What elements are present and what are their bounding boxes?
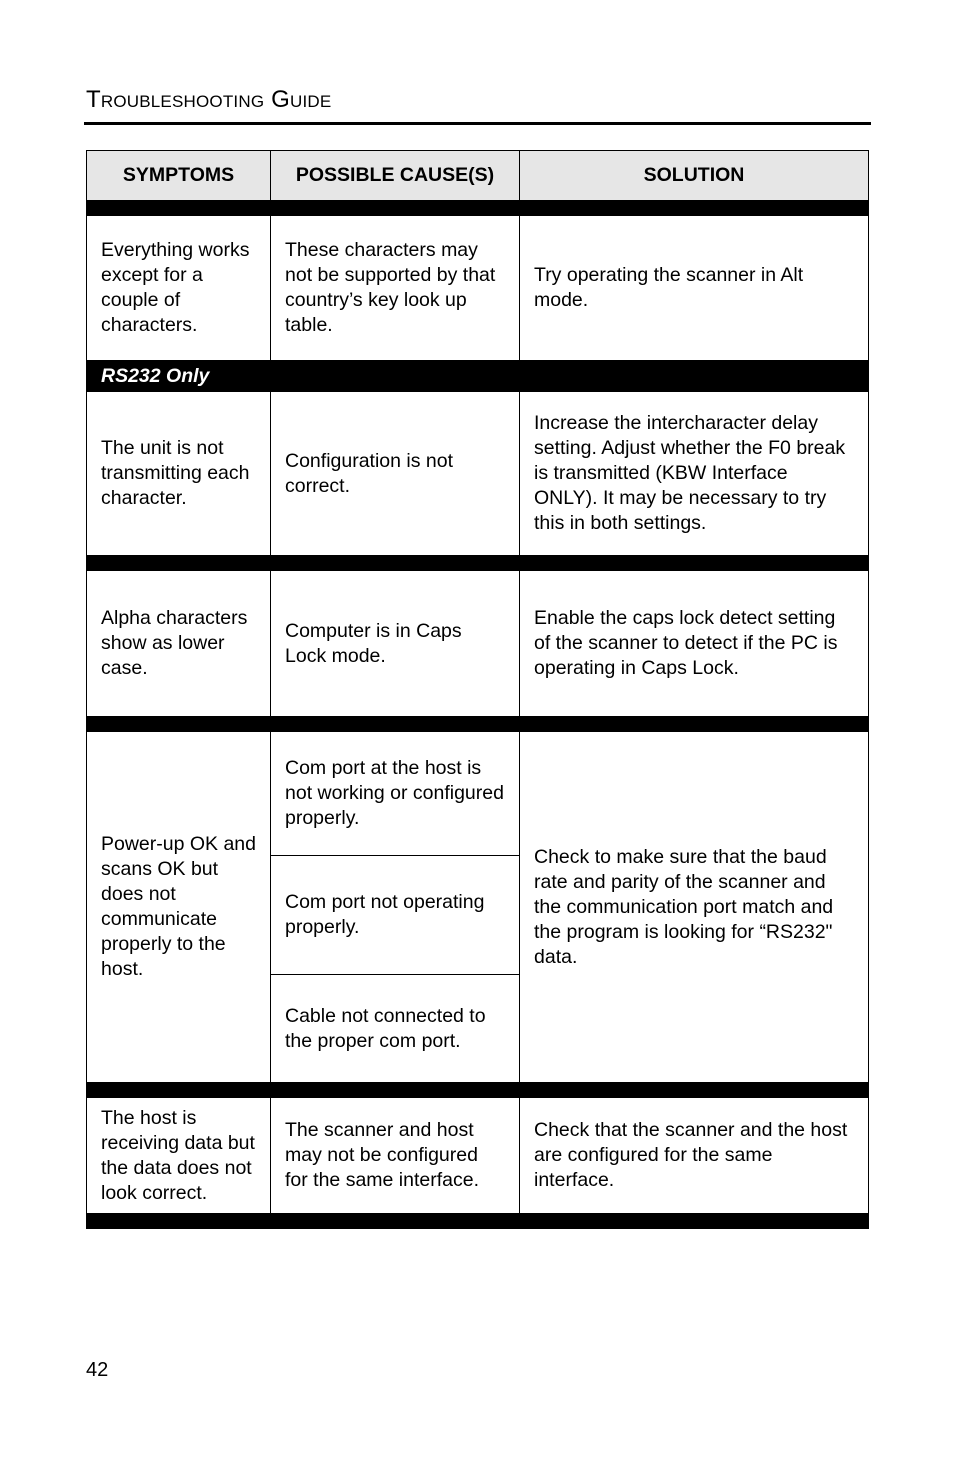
table-row (87, 392, 869, 556)
solution-cell: Check that the scanner and the host are configured for the same interface. (520, 1098, 869, 1214)
section-row (87, 361, 869, 392)
solution-cell: Increase the intercharacter delay setting. Adjust whether the F0 break is transmitted (KBW Interface ONLY). It may be necessary to try this in both settings. (520, 392, 869, 556)
row-separator (87, 1214, 869, 1229)
troubleshooting-table (86, 150, 869, 1229)
symptom-cell: The unit is not transmitting each character. (87, 392, 271, 556)
column-header-causes: POSSIBLE CAUSE(S) (271, 151, 520, 201)
table-row (87, 1098, 869, 1214)
row-separator (87, 201, 869, 216)
table-row (87, 571, 869, 717)
title-rule (84, 122, 871, 125)
column-header-symptoms: SYMPTOMS (87, 151, 271, 201)
page-number: 42 (86, 1359, 109, 1381)
page-title: Troubleshooting Guide (86, 86, 332, 113)
cause-cell: Cable not connected to the proper com port. (271, 975, 520, 1083)
table-header-row (87, 151, 869, 201)
symptom-cell: Power-up OK and scans OK but does not communicate properly to the host. (87, 732, 271, 1083)
solution-cell: Try operating the scanner in Alt mode. (520, 216, 869, 361)
cause-cell: Com port at the host is not working or configured properly. (271, 732, 520, 856)
symptom-cell: Alpha characters show as lower case. (87, 571, 271, 717)
row-separator (87, 717, 869, 732)
cause-cell: Configuration is not correct. (271, 392, 520, 556)
section-label: RS232 Only (87, 361, 869, 392)
cause-cell: These characters may not be supported by that country’s key look up table. (271, 216, 520, 361)
symptom-cell: Everything works except for a couple of characters. (87, 216, 271, 361)
cause-cell: The scanner and host may not be configured for the same interface. (271, 1098, 520, 1214)
cause-cell: Com port not operating properly. (271, 856, 520, 975)
solution-cell: Check to make sure that the baud rate and parity of the scanner and the communication port match and the program is looking for “RS232" data. (520, 732, 869, 1083)
symptom-cell: The host is receiving data but the data does not look correct. (87, 1098, 271, 1214)
solution-cell: Enable the caps lock detect setting of the scanner to detect if the PC is operating in Caps Lock. (520, 571, 869, 717)
column-header-solution: SOLUTION (520, 151, 869, 201)
row-separator (87, 556, 869, 571)
table-row (87, 732, 869, 856)
row-separator (87, 1083, 869, 1098)
table-row (87, 216, 869, 361)
cause-cell: Computer is in Caps Lock mode. (271, 571, 520, 717)
